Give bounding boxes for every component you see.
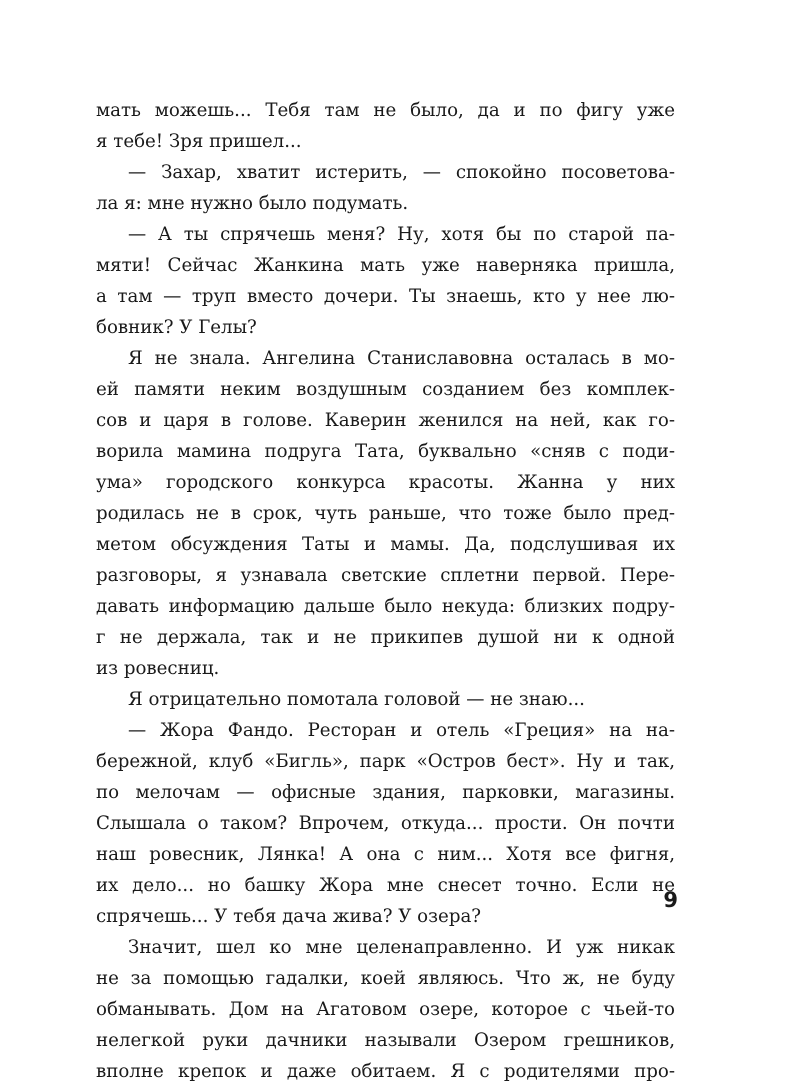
text-line: Слышала о таком? Впрочем, откуда... прости. Он почти [96, 813, 675, 834]
text-line: Я отрицательно помотала головой — не знаю... [128, 689, 585, 710]
text-line: мяти! Сейчас Жанкина мать уже наверняка пришла, [96, 255, 675, 276]
text-line: давать информацию дальше было некуда: близких подру- [96, 596, 675, 617]
text-line: обманывать. Дом на Агатовом озере, которое с чьей-то [96, 999, 675, 1020]
text-line: нелегкой руки дачники называли Озером грешников, [96, 1030, 675, 1051]
text-line: бережной, клуб «Бигль», парк «Остров бест». Ну и так, [96, 751, 675, 772]
text-line: не за помощью гадалки, коей являюсь. Что ж, не буду [96, 968, 675, 989]
text-line: разговоры, я узнавала светские сплетни первой. Пере- [96, 565, 675, 586]
text-line: родилась не в срок, чуть раньше, что тоже было пред- [96, 503, 675, 524]
text-line: из ровесниц. [96, 658, 220, 679]
text-line: спрячешь... У тебя дача жива? У озера? [96, 906, 482, 927]
body-text [96, 95, 675, 1087]
text-line: я тебе! Зря пришел... [96, 131, 302, 152]
text-line: их дело... но башку Жора мне снесет точно. Если не [96, 875, 675, 896]
page-number: 9 [663, 888, 678, 912]
text-line: а там — труп вместо дочери. Ты знаешь, кто у нее лю- [96, 286, 675, 307]
text-line: ла я: мне нужно было подумать. [96, 193, 409, 214]
text-line: по мелочам — офисные здания, парковки, магазины. [96, 782, 675, 803]
text-line: ворила мамина подруга Тата, буквально «сняв с поди- [96, 441, 675, 462]
text-line: ума» городского конкурса красоты. Жанна у них [96, 472, 675, 493]
text-line: мать можешь... Тебя там не было, да и по фигу уже [96, 100, 675, 121]
text-line: наш ровесник, Лянка! А она с ним... Хотя все фигня, [96, 844, 675, 865]
text-line: г не держала, так и не прикипев душой ни к одной [96, 627, 675, 648]
text-line: метом обсуждения Таты и мамы. Да, подслушивая их [96, 534, 675, 555]
text-line: Значит, шел ко мне целенаправленно. И уж никак [128, 937, 675, 958]
text-line: — Жора Фандо. Ресторан и отель «Греция» на на- [128, 720, 675, 741]
text-line: сов и царя в голове. Каверин женился на ней, как го- [96, 410, 675, 431]
text-line: Я не знала. Ангелина Станиславовна осталась в мо- [128, 348, 675, 369]
text-line: ей памяти неким воздушным созданием без комплек- [96, 379, 675, 400]
text-line: бовник? У Гелы? [96, 317, 257, 338]
text-line: — Захар, хватит истерить, — спокойно посоветова- [128, 162, 675, 183]
text-line: — А ты спрячешь меня? Ну, хотя бы по старой па- [128, 224, 675, 245]
text-line: вполне крепок и даже обитаем. Я с родителями про- [96, 1061, 675, 1082]
